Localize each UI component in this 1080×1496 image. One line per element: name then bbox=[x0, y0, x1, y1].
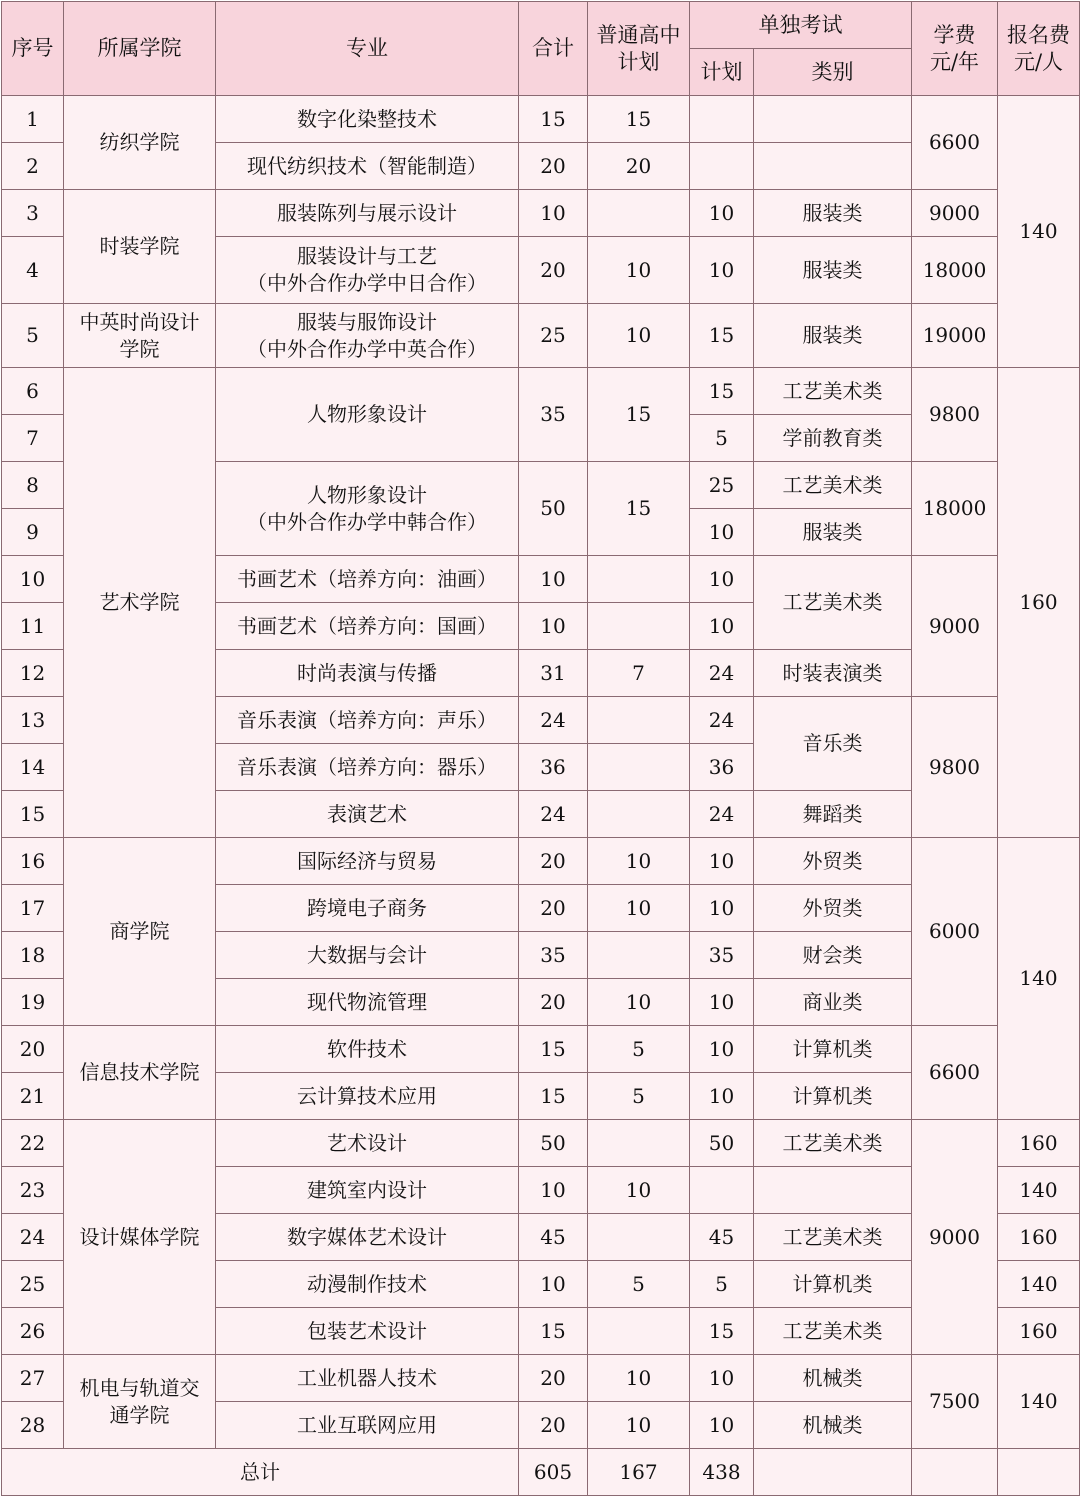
category-cell: 服装类 bbox=[754, 237, 912, 304]
seq-cell: 4 bbox=[2, 237, 64, 304]
tuition-cell: 6600 bbox=[912, 1026, 998, 1120]
separate-plan-cell: 24 bbox=[690, 650, 754, 697]
general-plan-cell: 15 bbox=[588, 96, 690, 143]
seq-cell: 20 bbox=[2, 1026, 64, 1073]
separate-plan-cell: 10 bbox=[690, 979, 754, 1026]
seq-cell: 11 bbox=[2, 603, 64, 650]
separate-plan-cell: 10 bbox=[690, 1355, 754, 1402]
seq-cell: 10 bbox=[2, 556, 64, 603]
seq-cell: 18 bbox=[2, 932, 64, 979]
seq-cell: 2 bbox=[2, 143, 64, 190]
tuition-cell: 18000 bbox=[912, 237, 998, 304]
header-major: 专业 bbox=[216, 2, 519, 96]
header-separate-exam: 单独考试 bbox=[690, 2, 912, 49]
seq-cell: 25 bbox=[2, 1261, 64, 1308]
separate-plan-cell: 10 bbox=[690, 603, 754, 650]
major-cell: 服装与服饰设计 （中外合作办学中英合作） bbox=[216, 304, 519, 368]
major-cell: 建筑室内设计 bbox=[216, 1167, 519, 1214]
seq-cell: 9 bbox=[2, 509, 64, 556]
category-cell: 计算机类 bbox=[754, 1073, 912, 1120]
separate-plan-cell: 5 bbox=[690, 1261, 754, 1308]
fee-cell: 160 bbox=[998, 368, 1080, 838]
tuition-cell: 19000 bbox=[912, 304, 998, 368]
separate-plan-cell: 10 bbox=[690, 509, 754, 556]
tuition-cell: 7500 bbox=[912, 1355, 998, 1449]
seq-cell: 19 bbox=[2, 979, 64, 1026]
total-cell: 10 bbox=[519, 1167, 588, 1214]
total-cell: 31 bbox=[519, 650, 588, 697]
category-cell: 工艺美术类 bbox=[754, 462, 912, 509]
general-plan-cell: 10 bbox=[588, 1402, 690, 1449]
major-cell: 包装艺术设计 bbox=[216, 1308, 519, 1355]
seq-cell: 16 bbox=[2, 838, 64, 885]
total-cell: 35 bbox=[519, 368, 588, 462]
major-cell: 云计算技术应用 bbox=[216, 1073, 519, 1120]
general-plan-cell bbox=[588, 603, 690, 650]
category-cell: 外贸类 bbox=[754, 885, 912, 932]
general-plan-cell: 10 bbox=[588, 237, 690, 304]
separate-plan-cell bbox=[690, 1167, 754, 1214]
separate-plan-cell: 50 bbox=[690, 1120, 754, 1167]
total-cell: 20 bbox=[519, 143, 588, 190]
major-cell: 工业互联网应用 bbox=[216, 1402, 519, 1449]
separate-plan-cell: 24 bbox=[690, 791, 754, 838]
major-cell: 艺术设计 bbox=[216, 1120, 519, 1167]
header-fee: 报名费 元/人 bbox=[998, 2, 1080, 96]
total-cell: 15 bbox=[519, 1026, 588, 1073]
separate-plan-cell: 10 bbox=[690, 885, 754, 932]
major-cell: 表演艺术 bbox=[216, 791, 519, 838]
separate-plan-cell: 25 bbox=[690, 462, 754, 509]
category-cell: 时装表演类 bbox=[754, 650, 912, 697]
college-cell: 设计媒体学院 bbox=[64, 1120, 216, 1355]
tuition-cell: 9000 bbox=[912, 190, 998, 237]
category-cell: 计算机类 bbox=[754, 1261, 912, 1308]
separate-plan-cell bbox=[690, 96, 754, 143]
seq-cell: 3 bbox=[2, 190, 64, 237]
table-row bbox=[2, 1120, 1080, 1167]
major-cell: 服装陈列与展示设计 bbox=[216, 190, 519, 237]
general-plan-cell: 5 bbox=[588, 1261, 690, 1308]
category-cell: 舞蹈类 bbox=[754, 791, 912, 838]
fee-cell: 160 bbox=[998, 1120, 1080, 1167]
total-cell: 15 bbox=[519, 1073, 588, 1120]
major-cell: 音乐表演（培养方向：器乐） bbox=[216, 744, 519, 791]
college-cell: 纺织学院 bbox=[64, 96, 216, 190]
seq-cell: 15 bbox=[2, 791, 64, 838]
separate-plan-cell: 10 bbox=[690, 237, 754, 304]
total-cell: 50 bbox=[519, 462, 588, 556]
separate-plan-cell: 35 bbox=[690, 932, 754, 979]
fee-cell: 160 bbox=[998, 1308, 1080, 1355]
tuition-cell: 9000 bbox=[912, 1120, 998, 1355]
total-cell: 45 bbox=[519, 1214, 588, 1261]
general-plan-cell: 5 bbox=[588, 1073, 690, 1120]
general-plan-cell bbox=[588, 697, 690, 744]
total-cell: 20 bbox=[519, 979, 588, 1026]
total-cell: 10 bbox=[519, 1261, 588, 1308]
fee-cell: 160 bbox=[998, 1214, 1080, 1261]
category-cell: 机械类 bbox=[754, 1402, 912, 1449]
seq-cell: 23 bbox=[2, 1167, 64, 1214]
general-plan-cell: 7 bbox=[588, 650, 690, 697]
total-cell: 25 bbox=[519, 304, 588, 368]
major-cell: 书画艺术（培养方向：国画） bbox=[216, 603, 519, 650]
fee-cell: 140 bbox=[998, 1355, 1080, 1449]
header-tuition: 学费 元/年 bbox=[912, 2, 998, 96]
major-cell: 时尚表演与传播 bbox=[216, 650, 519, 697]
separate-plan-cell: 45 bbox=[690, 1214, 754, 1261]
fee-cell: 140 bbox=[998, 1167, 1080, 1214]
header-total: 合计 bbox=[519, 2, 588, 96]
total-cell: 50 bbox=[519, 1120, 588, 1167]
separate-plan-cell: 10 bbox=[690, 1073, 754, 1120]
general-plan-cell bbox=[588, 556, 690, 603]
total-cell: 20 bbox=[519, 838, 588, 885]
total-cell: 24 bbox=[519, 697, 588, 744]
major-cell: 服装设计与工艺 （中外合作办学中日合作） bbox=[216, 237, 519, 304]
total-cell: 24 bbox=[519, 791, 588, 838]
category-cell: 服装类 bbox=[754, 509, 912, 556]
fee-cell: 140 bbox=[998, 96, 1080, 368]
separate-plan-cell: 10 bbox=[690, 556, 754, 603]
summary-label: 总计 bbox=[2, 1449, 519, 1496]
seq-cell: 8 bbox=[2, 462, 64, 509]
separate-plan-cell bbox=[690, 143, 754, 190]
major-cell: 数字化染整技术 bbox=[216, 96, 519, 143]
category-cell: 工艺美术类 bbox=[754, 1214, 912, 1261]
table-row bbox=[2, 1026, 1080, 1073]
seq-cell: 7 bbox=[2, 415, 64, 462]
category-cell: 工艺美术类 bbox=[754, 1308, 912, 1355]
summary-tuition bbox=[912, 1449, 998, 1496]
total-cell: 35 bbox=[519, 932, 588, 979]
category-cell: 机械类 bbox=[754, 1355, 912, 1402]
header-college: 所属学院 bbox=[64, 2, 216, 96]
general-plan-cell: 10 bbox=[588, 1167, 690, 1214]
general-plan-cell: 15 bbox=[588, 368, 690, 462]
major-cell: 人物形象设计 bbox=[216, 368, 519, 462]
seq-cell: 1 bbox=[2, 96, 64, 143]
tuition-cell: 9800 bbox=[912, 697, 998, 838]
general-plan-cell bbox=[588, 932, 690, 979]
table-row bbox=[2, 96, 1080, 143]
category-cell bbox=[754, 96, 912, 143]
total-cell: 20 bbox=[519, 1355, 588, 1402]
separate-plan-cell: 15 bbox=[690, 304, 754, 368]
category-cell: 服装类 bbox=[754, 304, 912, 368]
category-cell: 外贸类 bbox=[754, 838, 912, 885]
separate-plan-cell: 10 bbox=[690, 1402, 754, 1449]
fee-cell: 140 bbox=[998, 1261, 1080, 1308]
general-plan-cell bbox=[588, 1308, 690, 1355]
summary-total: 605 bbox=[519, 1449, 588, 1496]
separate-plan-cell: 24 bbox=[690, 697, 754, 744]
seq-cell: 12 bbox=[2, 650, 64, 697]
tuition-cell: 9800 bbox=[912, 368, 998, 462]
separate-plan-cell: 15 bbox=[690, 1308, 754, 1355]
category-cell: 工艺美术类 bbox=[754, 1120, 912, 1167]
summary-separate-plan: 438 bbox=[690, 1449, 754, 1496]
tuition-cell: 6600 bbox=[912, 96, 998, 190]
fee-cell: 140 bbox=[998, 838, 1080, 1120]
seq-cell: 6 bbox=[2, 368, 64, 415]
college-cell: 艺术学院 bbox=[64, 368, 216, 838]
general-plan-cell: 10 bbox=[588, 885, 690, 932]
category-cell: 音乐类 bbox=[754, 697, 912, 791]
separate-plan-cell: 5 bbox=[690, 415, 754, 462]
total-cell: 15 bbox=[519, 1308, 588, 1355]
major-cell: 书画艺术（培养方向：油画） bbox=[216, 556, 519, 603]
tuition-cell: 18000 bbox=[912, 462, 998, 556]
table-row bbox=[2, 190, 1080, 237]
summary-general-plan: 167 bbox=[588, 1449, 690, 1496]
college-cell: 中英时尚设计 学院 bbox=[64, 304, 216, 368]
general-plan-cell: 10 bbox=[588, 304, 690, 368]
category-cell: 计算机类 bbox=[754, 1026, 912, 1073]
major-cell: 国际经济与贸易 bbox=[216, 838, 519, 885]
major-cell: 人物形象设计 （中外合作办学中韩合作） bbox=[216, 462, 519, 556]
total-cell: 10 bbox=[519, 603, 588, 650]
category-cell bbox=[754, 143, 912, 190]
category-cell bbox=[754, 1167, 912, 1214]
table-row bbox=[2, 838, 1080, 885]
general-plan-cell bbox=[588, 791, 690, 838]
seq-cell: 27 bbox=[2, 1355, 64, 1402]
separate-plan-cell: 10 bbox=[690, 838, 754, 885]
general-plan-cell: 10 bbox=[588, 838, 690, 885]
total-cell: 10 bbox=[519, 190, 588, 237]
general-plan-cell: 20 bbox=[588, 143, 690, 190]
seq-cell: 22 bbox=[2, 1120, 64, 1167]
separate-plan-cell: 10 bbox=[690, 1026, 754, 1073]
separate-plan-cell: 15 bbox=[690, 368, 754, 415]
seq-cell: 28 bbox=[2, 1402, 64, 1449]
major-cell: 跨境电子商务 bbox=[216, 885, 519, 932]
category-cell: 财会类 bbox=[754, 932, 912, 979]
tuition-cell: 9000 bbox=[912, 556, 998, 697]
category-cell: 商业类 bbox=[754, 979, 912, 1026]
seq-cell: 17 bbox=[2, 885, 64, 932]
table-row bbox=[2, 304, 1080, 368]
total-cell: 20 bbox=[519, 1402, 588, 1449]
major-cell: 工业机器人技术 bbox=[216, 1355, 519, 1402]
seq-cell: 14 bbox=[2, 744, 64, 791]
major-cell: 大数据与会计 bbox=[216, 932, 519, 979]
college-cell: 商学院 bbox=[64, 838, 216, 1026]
major-cell: 现代纺织技术（智能制造） bbox=[216, 143, 519, 190]
category-cell: 工艺美术类 bbox=[754, 368, 912, 415]
general-plan-cell bbox=[588, 1214, 690, 1261]
total-cell: 15 bbox=[519, 96, 588, 143]
general-plan-cell: 5 bbox=[588, 1026, 690, 1073]
seq-cell: 26 bbox=[2, 1308, 64, 1355]
summary-fee bbox=[998, 1449, 1080, 1496]
seq-cell: 21 bbox=[2, 1073, 64, 1120]
category-cell: 工艺美术类 bbox=[754, 556, 912, 650]
seq-cell: 13 bbox=[2, 697, 64, 744]
general-plan-cell bbox=[588, 744, 690, 791]
header-general-plan: 普通高中 计划 bbox=[588, 2, 690, 96]
table-row bbox=[2, 368, 1080, 415]
summary-row bbox=[2, 1449, 1080, 1496]
general-plan-cell bbox=[588, 190, 690, 237]
category-cell: 服装类 bbox=[754, 190, 912, 237]
major-cell: 现代物流管理 bbox=[216, 979, 519, 1026]
general-plan-cell bbox=[588, 1120, 690, 1167]
separate-plan-cell: 36 bbox=[690, 744, 754, 791]
summary-category bbox=[754, 1449, 912, 1496]
seq-cell: 5 bbox=[2, 304, 64, 368]
seq-cell: 24 bbox=[2, 1214, 64, 1261]
major-cell: 软件技术 bbox=[216, 1026, 519, 1073]
table-row bbox=[2, 1355, 1080, 1402]
general-plan-cell: 15 bbox=[588, 462, 690, 556]
header-plan: 计划 bbox=[690, 49, 754, 96]
major-cell: 动漫制作技术 bbox=[216, 1261, 519, 1308]
college-cell: 时装学院 bbox=[64, 190, 216, 304]
tuition-cell: 6000 bbox=[912, 838, 998, 1026]
total-cell: 36 bbox=[519, 744, 588, 791]
major-cell: 数字媒体艺术设计 bbox=[216, 1214, 519, 1261]
total-cell: 20 bbox=[519, 237, 588, 304]
header-seq: 序号 bbox=[2, 2, 64, 96]
enrollment-plan-table bbox=[1, 1, 1080, 1496]
college-cell: 信息技术学院 bbox=[64, 1026, 216, 1120]
total-cell: 20 bbox=[519, 885, 588, 932]
general-plan-cell: 10 bbox=[588, 979, 690, 1026]
major-cell: 音乐表演（培养方向：声乐） bbox=[216, 697, 519, 744]
separate-plan-cell: 10 bbox=[690, 190, 754, 237]
college-cell: 机电与轨道交 通学院 bbox=[64, 1355, 216, 1449]
general-plan-cell: 10 bbox=[588, 1355, 690, 1402]
total-cell: 10 bbox=[519, 556, 588, 603]
category-cell: 学前教育类 bbox=[754, 415, 912, 462]
header-category: 类别 bbox=[754, 49, 912, 96]
